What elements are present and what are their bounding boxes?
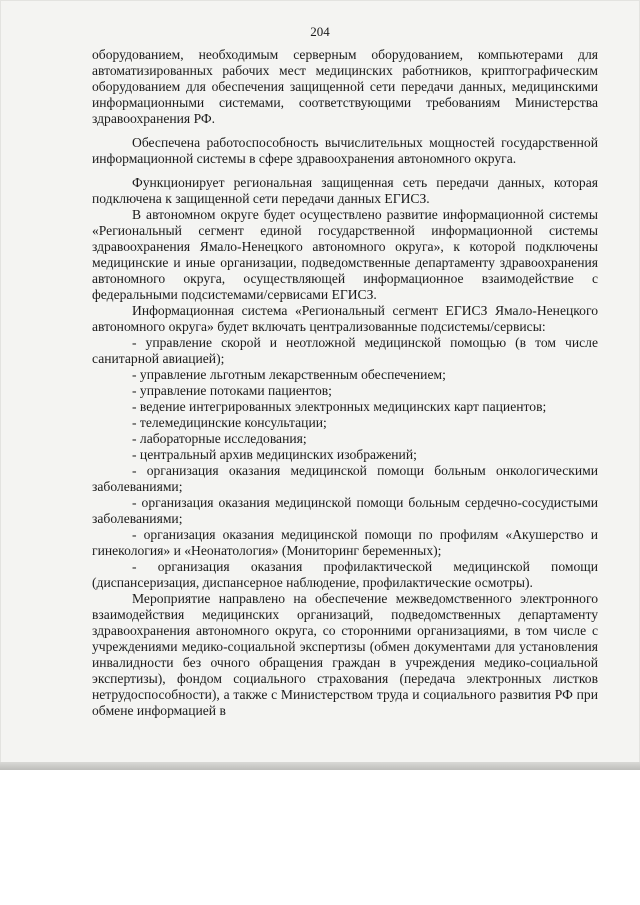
scan-edge-shadow (0, 762, 640, 770)
paragraph: Информационная система «Региональный сегмент ЕГИСЗ Ямало-Ненецкого автономного округа» будет включать централизованные подсистемы/сервисы: (92, 303, 598, 334)
paragraph-continuation: оборудованием, необходимым серверным оборудованием, компьютерами для автоматизированных рабочих мест медицинских работников, криптографическим оборудованием для обеспечения защищенной сети передачи данных, медицинскими информационными системами, соответствующими требованиям Министерства здравоохранения РФ. (92, 47, 598, 126)
list-item: - телемедицинские консультации; (132, 415, 327, 430)
list-item: - организация оказания профилактической медицинской помощи (диспансеризация, диспансерное наблюдение, профилактические осмотры). (92, 559, 598, 590)
paragraph: В автономном округе будет осуществлено развитие информационной системы «Региональный сегмент единой государственной информационной системы здравоохранения Ямало-Ненецкого автономного округа», к которой подключены медицинские и иные организации, подведомственные департаменту здравоохранения автономного округа, осуществляющей информационное взаимодействие с федеральными подсистемами/сервисами ЕГИСЗ. (92, 207, 598, 302)
list-item: - организация оказания медицинской помощи по профилям «Акушерство и гинекология» и «Неонатология» (Мониторинг беременных); (92, 527, 598, 558)
list-item: - лабораторные исследования; (132, 431, 307, 446)
list-item: - организация оказания медицинской помощи больным онкологическими заболеваниями; (92, 463, 598, 494)
page-number: 204 (310, 24, 330, 39)
paragraph: Функционирует региональная защищенная сеть передачи данных, которая подключена к защищенной сети передачи данных ЕГИСЗ. (92, 175, 598, 206)
body-text (92, 47, 598, 719)
list-item: - ведение интегрированных электронных медицинских карт пациентов; (132, 399, 547, 414)
list-item: - управление скорой и неотложной медицинской помощью (в том числе санитарной авиацией); (92, 335, 598, 366)
list-item: - организация оказания медицинской помощи больным сердечно-сосудистыми заболеваниями; (92, 495, 598, 526)
list-item: - центральный архив медицинских изображений; (132, 447, 417, 462)
list-item: - управление льготным лекарственным обеспечением; (132, 367, 446, 382)
paragraph: Мероприятие направлено на обеспечение межведомственного электронного взаимодействия медицинских организаций, подведомственных департаменту здравоохранения автономного округа, со сторонними организациями, в том числе с учреждениями медико-социальной экспертизы (обмен документами для установления инвалидности без очного обращения граждан в учреждения медико-социальной экспертизы), фондом социального страхования (передача электронных листков нетрудоспособности), а также с Министерством труда и социального развития РФ при обмене информацией в (92, 591, 598, 718)
list-item: - управление потоками пациентов; (132, 383, 332, 398)
paragraph: Обеспечена работоспособность вычислительных мощностей государственной информационной системы в сфере здравоохранения автономного округа. (92, 135, 598, 166)
